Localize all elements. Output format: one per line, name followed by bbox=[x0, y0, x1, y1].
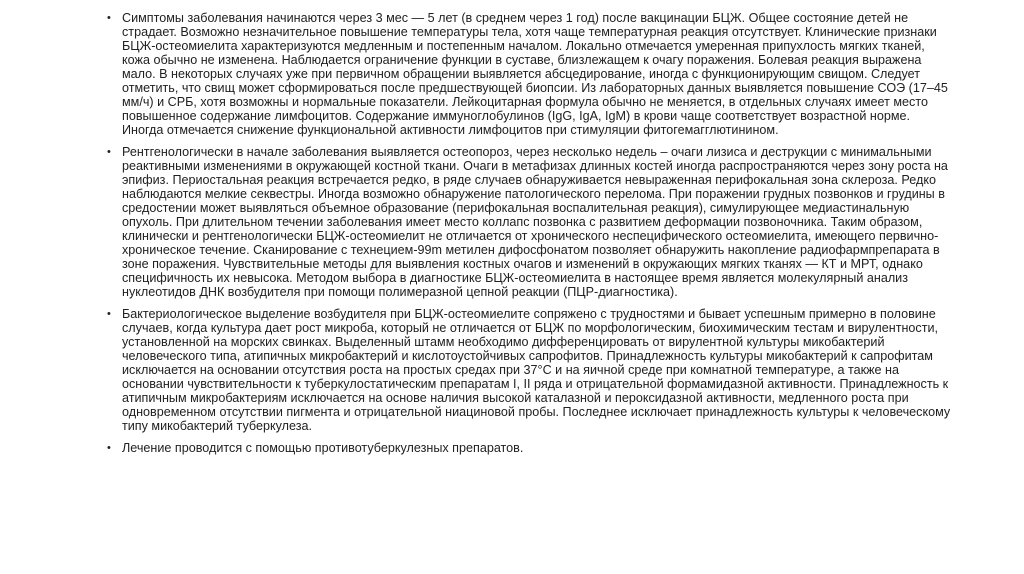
bullet-list bbox=[107, 11, 952, 463]
bullet-text-treatment: Лечение проводится с помощью противотуберкулезных препаратов. bbox=[122, 441, 524, 455]
bullet-marker: • bbox=[107, 12, 111, 24]
bullet-item bbox=[107, 145, 952, 299]
bullet-marker: • bbox=[107, 442, 111, 454]
bullet-marker: • bbox=[107, 146, 111, 158]
bullet-item bbox=[107, 441, 952, 455]
bullet-text-bacteriology: Бактериологическое выделение возбудителя при БЦЖ-остеомиелите сопряжено с трудностями и бывает успешным примерно в половине случаев, когда культура дает рост микроба, который не отличается от БЦЖ по морфологическим, биохимическим тестам и вирулентности, установленной на морских свинках. Выделенный штамм необходимо дифференцировать от вирулентной культуры микобактерий человеческого типа, атипичных микробактерий и кислотоустойчивых сапрофитов. Принадлежность культуры микобактерий к сапрофитам исключается на основании отсутствия роста на простых средах при 37°С и на яичной среде при комнатной температуре, а также на основании чувствительности к туберкулостатическим препаратам I, II ряда и отрицательной формамидазной активности. Принадлежность к атипичным микробактериям исключается на основе наличия высокой каталазной и пероксидазной активности, медленного роста при одновременном отсутствии пигмента и отрицательной ниациновой пробы. Последнее исключает принадлежность культуры к человеческому типу микобактерий туберкулеза. bbox=[122, 307, 951, 433]
bullet-item bbox=[107, 11, 952, 137]
bullet-item bbox=[107, 307, 952, 433]
bullet-text-radiology: Рентгенологически в начале заболевания выявляется остеопороз, через несколько недель – очаги лизиса и деструкции с минимальными реактивными изменениями в окружающей костной ткани. Очаги в метафизах длинных костей иногда распространяются через зону роста на эпифиз. Периостальная реакция встречается редко, в ряде случаев обнаруживается невыраженная перифокальная зона склероза. Редко наблюдаются мелкие секвестры. Иногда возможно обнаружение патологического перелома. При поражении грудных позвонков и грудины в средостении может выявляться объемное образование (перифокальная воспалительная реакция), симулирующее медиастинальную опухоль. При длительном течении заболевания имеет место коллапс позвонка с развитием деформации позвоночника. Таким образом, клинически и рентгенологически БЦЖ-остеомиелит не отличается от хронического неспецифического остеомиелита, имеющего первично-хроническое течение. Сканирование с технецием-99m метилен дифосфонатом позволяет обнаружить накопление радиофармпрепарата в зоне поражения. Чувствительные методы для выявления костных очагов и изменений в окружающих мягких тканях — КТ и МРТ, однако специфичность их невысока. Методом выбора в диагностике БЦЖ-остеомиелита в настоящее время является молекулярный анализ нуклеотидов ДНК возбудителя при помощи полимеразной цепной реакции (ПЦР-диагностика). bbox=[122, 145, 948, 299]
bullet-text-symptoms: Симптомы заболевания начинаются через 3 мес — 5 лет (в среднем через 1 год) после вакцинации БЦЖ. Общее состояние детей не страдает. Возможно незначительное повышение температуры тела, хотя чаще температурная реакция отсутствует. Клинические признаки БЦЖ-остеомиелита характеризуются медленным и постепенным началом. Локально отмечается умеренная припухлость мягких тканей, кожа обычно не изменена. Наблюдается ограничение функции в суставе, близлежащем к очагу поражения. Болевая реакция выражена мало. В некоторых случаях уже при первичном обращении выявляется абсцедирование, иногда с функционирующим свищом. Следует отметить, что свищ может сформироваться после предшествующей биопсии. Из лабораторных данных выявляется повышение СОЭ (17–45 мм/ч) и СРБ, хотя возможны и нормальные показатели. Лейкоцитарная формула обычно не меняется, в отдельных случаях имеет место повышенное содержание лимфоцитов. Содержание иммуноглобулинов (IgG, IgA, IgM) в крови чаще соответствует возрастной норме. Иногда отмечается снижение функциональной активности лимфоцитов при стимуляции фитогемагглютинином. bbox=[122, 11, 948, 137]
bullet-marker: • bbox=[107, 308, 111, 320]
